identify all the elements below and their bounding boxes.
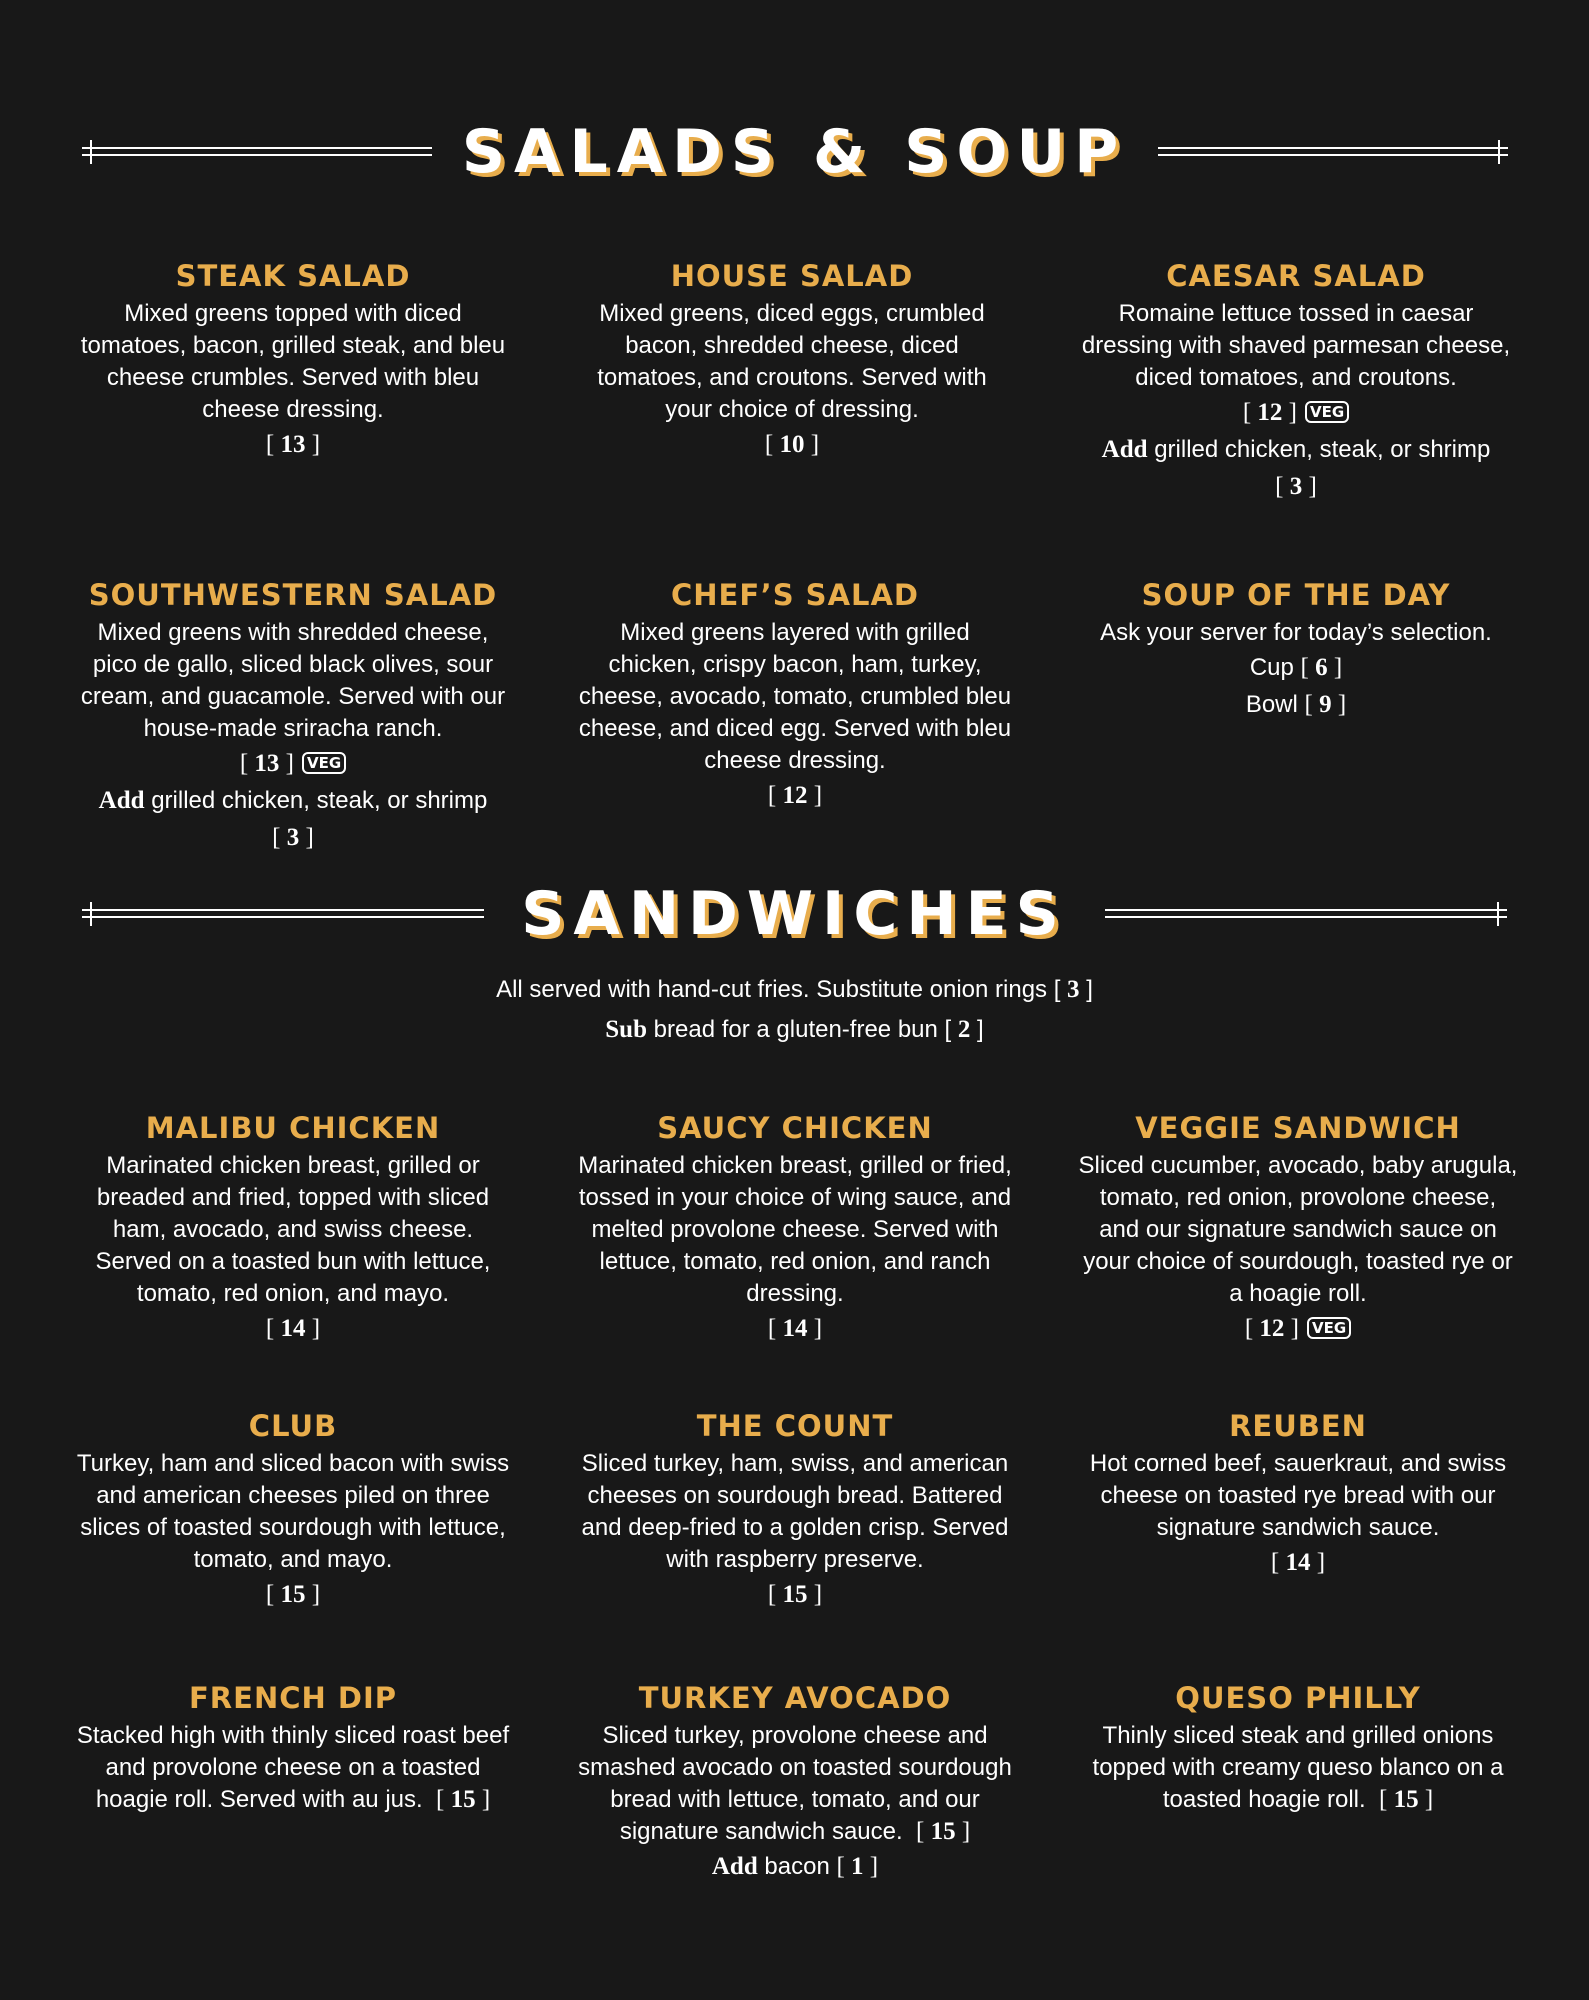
salads-soup-header bbox=[0, 110, 1589, 210]
menu-item-veggie-sandwich bbox=[1078, 1110, 1518, 1347]
item-price: [ 15 ] bbox=[916, 1818, 971, 1845]
item-description: Thinly sliced steak and grilled onions topped with creamy queso blanco on a toasted hoagie roll. [ 15 ] bbox=[1092, 1722, 1504, 1813]
item-title: VEGGIE SANDWICH bbox=[1135, 1111, 1461, 1145]
item-add-on: Add grilled chicken, steak, or shrimp bbox=[1101, 436, 1491, 463]
menu-item-house-salad bbox=[572, 258, 1012, 463]
header-rule-right bbox=[1158, 142, 1508, 162]
bowl-price: Bowl [ 9 ] bbox=[1245, 691, 1347, 718]
menu-item-saucy-chicken bbox=[575, 1110, 1015, 1347]
menu-item-turkey-avocado bbox=[575, 1680, 1015, 1885]
menu-item-soup-of-the-day bbox=[1076, 577, 1516, 723]
item-description: Romaine lettuce tossed in caesar dressing with shaved parmesan cheese, diced tomatoes, and croutons. bbox=[1081, 300, 1511, 391]
item-price: [ 15 ] bbox=[1379, 1786, 1434, 1813]
item-add-on: Add grilled chicken, steak, or shrimp bbox=[98, 787, 488, 814]
item-title: SAUCY CHICKEN bbox=[657, 1111, 933, 1145]
menu-item-the-count bbox=[575, 1408, 1015, 1613]
item-price: [ 13 ] bbox=[265, 431, 321, 458]
item-description: Sliced turkey, ham, swiss, and american cheeses on sourdough bread. Battered and deep-fried to a golden crisp. Served with raspberry preserve. bbox=[581, 1450, 1009, 1573]
item-price: [ 15 ] bbox=[436, 1786, 491, 1813]
item-description: Turkey, ham and sliced bacon with swiss and american cheeses piled on three slices of toasted sourdough with lettuce, tomato, and mayo. bbox=[76, 1450, 510, 1573]
item-title: HOUSE SALAD bbox=[670, 259, 914, 293]
item-title: TURKEY AVOCADO bbox=[638, 1681, 952, 1715]
item-description: Mixed greens layered with grilled chicken, crispy bacon, ham, turkey, cheese, avocado, tomato, crumbled bleu cheese, and diced egg. Served with bleu cheese dressing. bbox=[578, 619, 1012, 774]
item-title: SOUTHWESTERN SALAD bbox=[88, 578, 498, 612]
item-price: [ 12 ] VEG bbox=[1078, 1310, 1518, 1347]
menu-item-queso-philly bbox=[1078, 1680, 1518, 1816]
item-description: Sliced turkey, provolone cheese and smashed avocado on toasted sourdough bread with lettuce, tomato, and our signature sandwich sauce. [ 15 ] bbox=[578, 1722, 1012, 1845]
item-description: Ask your server for today’s selection. bbox=[1100, 619, 1492, 646]
section-title-salads-soup: SALADS & SOUP bbox=[461, 117, 1128, 187]
menu-item-club bbox=[73, 1408, 513, 1613]
cup-price: Cup [ 6 ] bbox=[1249, 654, 1343, 681]
item-title: MALIBU CHICKEN bbox=[145, 1111, 441, 1145]
item-title: STEAK SALAD bbox=[175, 259, 411, 293]
item-price: [ 13 ] VEG bbox=[73, 745, 513, 782]
menu-item-caesar-salad bbox=[1076, 258, 1516, 505]
menu-item-chefs-salad bbox=[575, 577, 1015, 814]
sandwich-sides-note: All served with hand-cut fries. Substitute onion rings [ 3 ] bbox=[496, 976, 1093, 1003]
item-add-on: Add bacon [ 1 ] bbox=[711, 1853, 879, 1880]
item-description: Mixed greens, diced eggs, crumbled bacon, shredded cheese, diced tomatoes, and croutons. Served with your choice of dressing. bbox=[597, 300, 987, 423]
item-price: [ 10 ] bbox=[764, 431, 820, 458]
sandwiches-header bbox=[0, 872, 1589, 972]
veg-badge: VEG bbox=[302, 752, 346, 774]
item-title: REUBEN bbox=[1229, 1409, 1367, 1443]
item-description: Stacked high with thinly sliced roast beef and provolone cheese on a toasted hoagie roll. Served with au jus. [ 15 ] bbox=[76, 1722, 510, 1813]
veg-badge: VEG bbox=[1305, 401, 1349, 423]
header-rule-right bbox=[1105, 904, 1507, 924]
item-price: [ 12 ] bbox=[767, 782, 823, 809]
menu-item-malibu-chicken bbox=[73, 1110, 513, 1347]
item-title: THE COUNT bbox=[696, 1409, 894, 1443]
item-price: [ 14 ] bbox=[1270, 1549, 1326, 1576]
item-price: [ 15 ] bbox=[767, 1581, 823, 1608]
item-title: SOUP OF THE DAY bbox=[1141, 578, 1451, 612]
item-title: CAESAR SALAD bbox=[1166, 259, 1426, 293]
item-description: Mixed greens topped with diced tomatoes, bacon, grilled steak, and bleu cheese crumbles. Served with bleu cheese dressing. bbox=[80, 300, 506, 423]
add-on-price: [ 3 ] bbox=[272, 824, 314, 851]
menu-item-steak-salad bbox=[73, 258, 513, 463]
item-price: [ 12 ] VEG bbox=[1076, 394, 1516, 431]
menu-item-southwestern-salad bbox=[73, 577, 513, 856]
item-title: CHEF’S SALAD bbox=[670, 578, 920, 612]
item-description: Marinated chicken breast, grilled or fried, tossed in your choice of wing sauce, and melted provolone cheese. Served with lettuce, tomato, red onion, and ranch dressing. bbox=[578, 1152, 1012, 1307]
item-description: Mixed greens with shredded cheese, pico de gallo, sliced black olives, sour cream, and guacamole. Served with our house-made sriracha ranch. bbox=[80, 619, 506, 742]
item-price: [ 15 ] bbox=[265, 1581, 321, 1608]
section-title-sandwiches: SANDWICHES bbox=[521, 879, 1068, 949]
item-title: QUESO PHILLY bbox=[1175, 1681, 1421, 1715]
item-price: [ 14 ] bbox=[767, 1315, 823, 1342]
menu-item-reuben bbox=[1078, 1408, 1518, 1581]
item-description: Hot corned beef, sauerkraut, and swiss cheese on toasted rye bread with our signature sandwich sauce. bbox=[1089, 1450, 1507, 1541]
item-description: Sliced cucumber, avocado, baby arugula, tomato, red onion, provolone cheese, and our signature sandwich sauce on your choice of sourdough, toasted rye or a hoagie roll. bbox=[1078, 1152, 1518, 1307]
veg-badge: VEG bbox=[1307, 1317, 1351, 1339]
item-price: [ 14 ] bbox=[265, 1315, 321, 1342]
item-title: FRENCH DIP bbox=[189, 1681, 397, 1715]
gluten-free-note: Sub bread for a gluten-free bun [ 2 ] bbox=[605, 1016, 984, 1043]
item-title: CLUB bbox=[248, 1409, 338, 1443]
item-description: Marinated chicken breast, grilled or breaded and fried, topped with sliced ham, avocado, and swiss cheese. Served on a toasted bun with lettuce, tomato, red onion, and mayo. bbox=[95, 1152, 491, 1307]
menu-item-french-dip bbox=[73, 1680, 513, 1816]
add-on-price: [ 3 ] bbox=[1275, 473, 1317, 500]
